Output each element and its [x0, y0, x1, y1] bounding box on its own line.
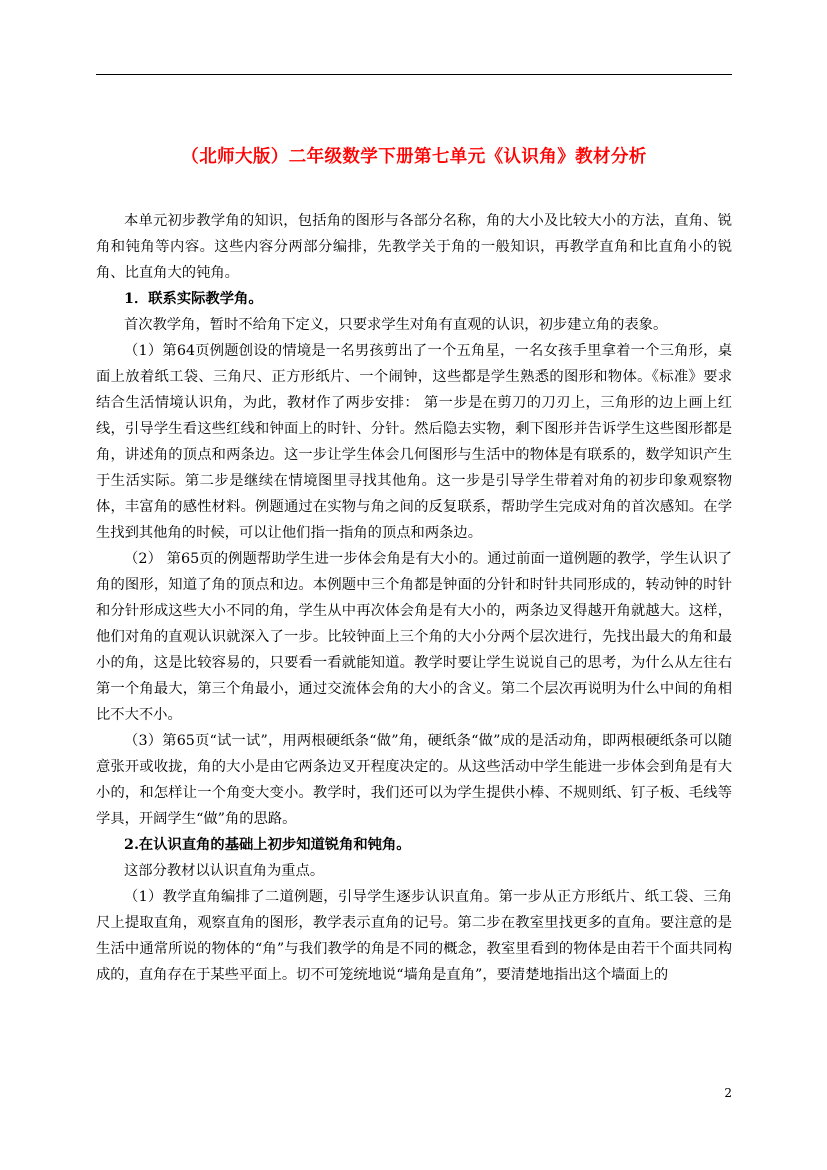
page-number: 2: [724, 1086, 732, 1100]
document-title: （北师大版）二年级数学下册第七单元《认识角》教材分析: [181, 147, 647, 167]
section-heading-2: 2.在认识直角的基础上初步知道锐角和钝角。: [124, 837, 411, 853]
document-body: [96, 208, 732, 988]
intro-paragraph: 本单元初步教学角的知识，包括角的图形与各部分名称，角的大小及比较大小的方法，直角、锐角和钝角等内容。这些内容分两部分编排，先教学关于角的一般知识，再教学直角和比直角小的锐角、比直角大的钝角。: [96, 213, 732, 281]
body-paragraph: （1）第64页例题创设的情境是一名男孩剪出了一个五角星，一名女孩手里拿着一个三角形，桌面上放着纸工袋、三角尺、正方形纸片、一个闹钟，这些都是学生熟悉的图形和物体。《标准》要求结合生活情境认识角，为此，教材作了两步安排： 第一步是在剪刀的刀刃上，三角形的边上画上红线，引导学生看这些红线和钟面上的时针、分针。然后隐去实物，剩下图形并告诉学生这些图形都是角，讲述角的顶点和两条边。这一步让学生体会几何图形与生活中的物体是有联系的，数学知识产生于生活实际。第二步是继续在情境图里寻找其他角。这一步是引导学生带着对角的初步印象观察物体，丰富角的感性材料。例题通过在实物与角之间的反复联系，帮助学生完成对角的首次感知。在学生找到其他角的时候，可以让他们指一指角的顶点和两条边。: [96, 343, 732, 541]
body-paragraph: 这部分教材以认识直角为重点。: [124, 863, 325, 879]
section-heading-1: 1．联系实际教学角。: [124, 291, 263, 307]
body-paragraph: （3）第65页“试一试”，用两根硬纸条“做”角，硬纸条“做”成的是活动角，即两根硬纸条可以随意张开或收拢，角的大小是由它两条边叉开程度决定的。从这些活动中学生能进一步体会到角是有大小的，和怎样让一个角变大变小。教学时，我们还可以为学生提供小棒、不规则纸、钉子板、毛线等学具，开阔学生“做”角的思路。: [96, 733, 732, 827]
body-paragraph: 首次教学角，暂时不给角下定义，只要求学生对角有直观的认识，初步建立角的表象。: [124, 317, 668, 333]
body-paragraph: （1）教学直角编排了二道例题，引导学生逐步认识直角。第一步从正方形纸片、纸工袋、三角尺上提取直角，观察直角的图形，教学表示直角的记号。第二步在教室里找更多的直角。要注意的是生活中通常所说的物体的“角”与我们教学的角是不同的概念，教室里看到的物体是由若干个面共同构成的，直角存在于某些平面上。切不可笼统地说“墙角是直角”，要清楚地指出这个墙面上的: [96, 889, 732, 983]
body-paragraph: （2） 第65页的例题帮助学生进一步体会角是有大小的。通过前面一道例题的教学，学生认识了角的图形，知道了角的顶点和边。本例题中三个角都是钟面的分针和时针共同形成的，转动钟的时针和分针形成这些大小不同的角，学生从中再次体会角是有大小的，两条边叉得越开角就越大。这样，他们对角的直观认识就深入了一步。比较钟面上三个角的大小分两个层次进行，先找出最大的角和最小的角，这是比较容易的，只要看一看就能知道。教学时要让学生说说自己的思考，为什么从左往右第一个角最大，第三个角最小，通过交流体会角的大小的含义。第二个层次再说明为什么中间的角相比不大不小。: [96, 551, 732, 723]
header-rule: [96, 74, 732, 75]
